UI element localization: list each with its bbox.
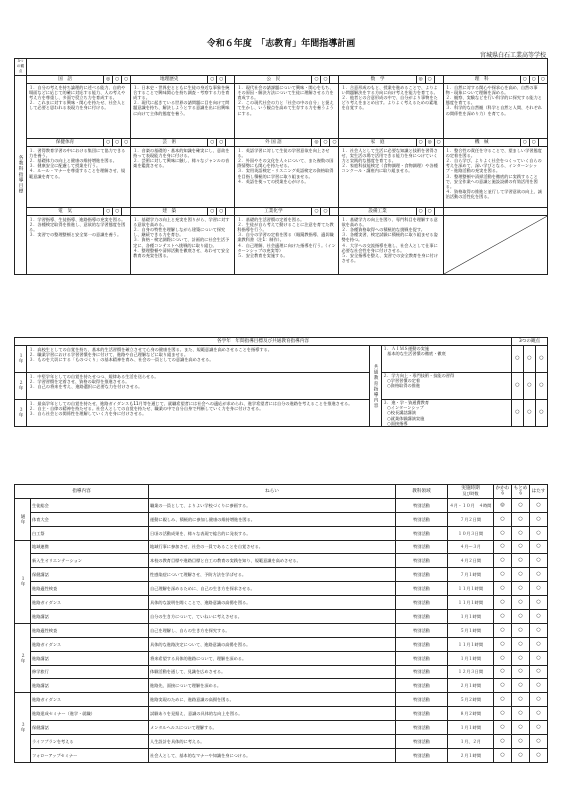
viewpoint-mark: ○	[529, 138, 538, 146]
event-content: 進路ガイダンス	[31, 637, 149, 651]
viewpoint-mark: ○	[523, 400, 535, 427]
viewpoint-mark: ○	[494, 721, 512, 735]
event-area: 特別活動	[396, 679, 448, 693]
grade-label: １年	[15, 346, 27, 373]
viewpoint-mark: ○	[530, 512, 548, 526]
viewpoint-mark	[122, 207, 131, 215]
event-content: 修学旅行	[31, 665, 149, 679]
subject-goal-text: １．現代社会の諸課題について興味・関心をもち、その原因・解決方法について生徒に理解させる力を育成する。 ２．この現代社会の力と「社会の中の自分」と捉えて生かし、いう観点を高めて生存する力を養うようにする。	[235, 83, 339, 138]
event-time: ４月２日間	[448, 554, 494, 568]
viewpoint-mark: ○	[512, 693, 530, 707]
subject-name: 電 気	[27, 207, 104, 215]
viewpoint-mark: ○	[494, 735, 512, 749]
event-content: 進路ガイダンス	[31, 596, 149, 610]
event-area: 特別活動	[396, 512, 448, 526]
viewpoint-mark: ○	[434, 138, 443, 146]
subject-goal-text: １．合意形成のもと、授業を進めることで、よりよい問題解決をする方向に向け考えを能力を育てる。 ２．他者との合意形成の中で、自分がより事物をたどり考えをまとめ出す。よりよく考えるための素地を自覚する。	[339, 83, 443, 138]
event-time: １１月１時間	[448, 596, 494, 610]
event-group-label: ３年	[15, 693, 31, 762]
grade-goals-table	[14, 337, 548, 427]
event-area: 特別活動	[396, 582, 448, 596]
grade-label: ２年	[15, 373, 27, 400]
viewpoint-label: 3つの観点	[15, 59, 27, 76]
events-header-time	[448, 485, 494, 499]
subject-goal-text: １．英語学習に対して生徒の学習意欲を向上させる。 ２．外国やその文化を人々について、また複数の国際情勢にも関心を持たせる。 ３．実用英語検定・リスニング英語検定の資格取得を目指し積極的に学習に取り組ませる。 ４．英語を使っての授業を心がける。	[235, 146, 339, 207]
event-area: 特別活動	[396, 651, 448, 665]
event-time: ７月２日間	[448, 512, 494, 526]
event-aim: 体験活動を通して、見識を広めさせる。	[149, 665, 396, 679]
event-group-label: 通年	[15, 498, 31, 540]
event-content: 進路達成セミナー（進学・就職）	[31, 707, 149, 721]
subject-goal-text: １．整合性の責任を守ることで、望ましい学習態度の定着を図る。 ２．自ら学び、よりよく社会をつくっていく自らの考えを深めて、深い学びとなる、インターンシップ・進路活動の充実を図る。 ３．整理整頓や清掃活動を徹底的に実践することで、安全作業への意識と施設設備の有効活用を図る。 ４．資格取得の推進と並行して学習意欲の向上、誠治活動の活性化を図る。	[443, 146, 547, 207]
viewpoint-mark: ○	[530, 651, 548, 665]
event-content: 進路講話	[31, 679, 149, 693]
event-aim: 性感染症について理解させ、予防方法を学ばせる。	[149, 568, 396, 582]
events-header-time-sub: 及び時数	[462, 490, 479, 496]
viewpoint-mark: ○	[425, 75, 434, 83]
viewpoint-mark: ○	[530, 582, 548, 596]
viewpoint-mark: ○	[530, 568, 548, 582]
event-aim: 自分の生き方について、ていねいに考えさせる。	[149, 610, 396, 624]
event-time: ４月～３月	[448, 540, 494, 554]
viewpoint-mark: ◎	[416, 75, 425, 83]
event-content: 進路ガイダンス	[31, 693, 149, 707]
grade-goal-text: １．中堅学年としての自覚を持たせつつ、規律ある生活を送らせる。 ２．学習習慣を定着させ、資格の取得を推進させる。 ３．自己の将来を考え、進路選択に必要な力を付けさせる。	[27, 373, 370, 400]
event-area: 特別活動	[396, 693, 448, 707]
subject-name: 工業化学	[235, 207, 312, 215]
event-area: 特別活動	[396, 540, 448, 554]
event-content: 新入生オリエンテーション	[31, 554, 149, 568]
viewpoint-mark: ○	[494, 512, 512, 526]
viewpoint-mark	[434, 75, 443, 83]
viewpoint-mark: ○	[530, 665, 548, 679]
event-content: 進路講話	[31, 610, 149, 624]
event-content: 白工祭	[31, 526, 149, 540]
viewpoint-mark: ○	[208, 138, 217, 146]
diagonal-line	[444, 216, 547, 274]
event-aim: 自己理解を深めるために、自己の生き方を探求させる。	[149, 582, 396, 596]
event-content: ライフプランを考える	[31, 735, 149, 749]
subject-name: 理 科	[443, 75, 520, 83]
events-header-motomeru: もとめる	[512, 485, 530, 499]
event-aim: 日頃の活動成果を、様々な表現で総合的に発表する。	[149, 526, 396, 540]
subject-goal-text: １．社会人として生活に必要な知識と技術を習得させ、実生活の場で活用できる能力を身につけていく力と実践的な態度を育てる。 ２．家庭科技能検定（食物調理・食物調理）や各種コンクール・講座内に取り組ませる。	[339, 146, 443, 207]
event-area: 特別活動	[396, 707, 448, 721]
viewpoint-mark: ○	[494, 707, 512, 721]
viewpoint-mark: ○	[523, 346, 535, 373]
subject-name: 外 国 語	[235, 138, 312, 146]
viewpoint-mark: ○	[494, 637, 512, 651]
event-time: １月、２月	[448, 735, 494, 749]
grade-goal-text: １．高校生としての自覚を持ち、基本的生活習慣を確立させて心身の健康を図る。また、規範意識を高めさせることを指導する。 ２．職業学習における学習習慣を身に付けて、進路や自己理解などに取り組ませる。 ３．ものを大切にする「ものづくり」の基本精神を育み、社会の一員としての意識を高めさせる。	[27, 346, 370, 373]
viewpoint-mark: ○	[530, 637, 548, 651]
event-aim: 将来希望する具体的進路について、理解を深める。	[149, 651, 396, 665]
viewpoint-mark: ○	[312, 75, 321, 83]
event-area: 特別活動	[396, 721, 448, 735]
viewpoint-mark: ○	[494, 610, 512, 624]
subject-name: 数 学	[339, 75, 416, 83]
subject-name: 家 庭	[339, 138, 416, 146]
viewpoint-mark: ○	[494, 596, 512, 610]
events-header-area: 教科領域	[396, 485, 448, 499]
viewpoint-mark: ○	[512, 748, 530, 762]
viewpoint-mark: ○	[512, 554, 530, 568]
event-content: 地域連携	[31, 540, 149, 554]
common-label: 共通教育指導内容	[369, 346, 381, 427]
viewpoint-mark: ○	[330, 138, 339, 146]
event-area: 特別活動	[396, 526, 448, 540]
events-header-kakawaru: かかわる	[494, 485, 512, 499]
event-area: 特別活動	[396, 665, 448, 679]
event-content: 進路講話	[31, 651, 149, 665]
viewpoint-mark: ◎	[425, 138, 434, 146]
subject-goal-text: １．基礎学力の向上と充実を図りがら、学習に対する意欲を高める。 ２．自身の特性を理解しながら建築について探究し、継続できる力を育む。 ３．資格・検定調際について、計画的に社会生活予定に、各種コンテストへ挑戦的に取り組む。 ４．整理整頓や清掃活動を徹底させ、あわせて安全教育の充実を図る。	[131, 215, 235, 274]
viewpoint-mark: ○	[535, 346, 547, 373]
viewpoint-mark: ○	[529, 75, 538, 83]
viewpoint-mark: ○	[512, 512, 530, 526]
viewpoint-mark: ◎	[494, 498, 512, 512]
subject-name: 公 民	[235, 75, 312, 83]
subject-name: 設備工業	[339, 207, 416, 215]
subject-name: 保健体育	[27, 138, 104, 146]
viewpoint-mark: ○	[530, 526, 548, 540]
event-time: １月１時間	[448, 610, 494, 624]
events-header-time-label: 実施時期	[461, 485, 480, 491]
viewpoint-mark: ○	[512, 679, 530, 693]
viewpoint-mark: ◎	[104, 75, 113, 83]
viewpoint-mark: ○	[523, 373, 535, 400]
event-content: 進路適性検査	[31, 582, 149, 596]
viewpoint-mark: ○	[494, 540, 512, 554]
subject-name: 国 語	[27, 75, 104, 83]
viewpoint-mark: ○	[530, 679, 548, 693]
viewpoint-mark: ○	[494, 623, 512, 637]
event-aim: 人生設計を具体的に考える。	[149, 735, 396, 749]
viewpoint-mark: ○	[321, 138, 330, 146]
event-group-label: ２年	[15, 623, 31, 692]
event-aim: 進路実現のために、進路意識の高揚を図る。	[149, 693, 396, 707]
viewpoint-mark: ○	[530, 498, 548, 512]
subject-goal-text: １．基礎的生活習慣の定着を図る。 ２．生徒が自ら考えて動けることに注意を育てた教科指導を行う。 ３．自分の学習の定着を図る（眼鏡教指導、適切職業教科書（注1：制作）。 ４．自己理解、社会適理に向けた指導を行う。（インターンシップの充実等） ５．安全教育を実施する。	[235, 215, 339, 274]
viewpoint-mark: ○	[494, 568, 512, 582]
events-header-content: 指導内容	[15, 485, 149, 499]
viewpoint-mark: ○	[425, 207, 434, 215]
viewpoint-mark: ○	[312, 207, 321, 215]
school-name: 宮城県白石工業高等学校	[479, 52, 546, 59]
event-content: 保健講話	[31, 568, 149, 582]
event-content: 保健講話	[31, 721, 149, 735]
viewpoint-mark: ○	[512, 498, 530, 512]
document-page	[14, 36, 548, 782]
event-content: 進路適性検査	[31, 623, 149, 637]
viewpoint-mark: ○	[512, 707, 530, 721]
event-time: １１月１時間	[448, 637, 494, 651]
event-time: ４月・１０月 ４時間	[448, 498, 494, 512]
viewpoint-mark: ○	[512, 526, 530, 540]
event-area: 特別活動	[396, 596, 448, 610]
event-aim: 職業の一員として、よりよい学校づくりに参画する。	[149, 498, 396, 512]
event-time: ５月１時間	[448, 623, 494, 637]
viewpoint-mark: ○	[104, 207, 113, 215]
event-aim: 本校の教育目標や進路目標と白工の教育の実践を知り、規範意識を高めさせる。	[149, 554, 396, 568]
subject-goal-text: １．学習指導、生徒指導、進路指導の充実を図る。 ２．各種検定取得を推進し、意欲的な学習態度を図る。 ３．実習での整理整頓と安全第一の意識を養う。	[27, 215, 131, 274]
event-aim: 地域行事に参加させ、社会の一員であることを自覚させる。	[149, 540, 396, 554]
subject-name: 建 築	[131, 207, 208, 215]
viewpoint-mark: ○	[494, 693, 512, 707]
viewpoint-mark	[538, 138, 547, 146]
grade-goal-text: １．最高学年としての自覚を持たせ、進路ガイダンスも11月等を通じて、就職希望者には社会への適応が求められ、進学希望者には自分の進路を考えることを推進させる。 ２．自主・自律の精神を持たせる。社会人としての自覚を持たせ、職業の中で自分自身で判断していく力を身に付けさせる。 ３．自ら社会との関係性を理解していく力を身に付けさせる。	[27, 400, 370, 427]
events-header-hatasu: はたす	[530, 485, 548, 499]
events-header-aim: ねらい	[149, 485, 396, 499]
viewpoint-mark: ○	[511, 346, 523, 373]
viewpoint-mark: ○	[512, 596, 530, 610]
event-area: 特別活動	[396, 498, 448, 512]
viewpoint-mark: ○	[512, 637, 530, 651]
viewpoint-mark: ○	[208, 75, 217, 83]
viewpoint-mark: ○	[511, 373, 523, 400]
event-aim: 進路先、面接について理解を深める。	[149, 679, 396, 693]
event-time: ８月２時間	[448, 707, 494, 721]
viewpoint-mark: ○	[512, 665, 530, 679]
event-content: 体育大会	[31, 512, 149, 526]
viewpoint-mark: ○	[494, 748, 512, 762]
viewpoint-mark: ○	[530, 610, 548, 624]
event-aim: 運動に親しみ、積極的に参加し健康の維持増進を図る。	[149, 512, 396, 526]
viewpoint-mark	[226, 207, 235, 215]
event-time: １月１時間	[448, 651, 494, 665]
event-time: ２月１時間	[448, 679, 494, 693]
viewpoint-mark: ○	[321, 207, 330, 215]
viewpoint-mark	[226, 138, 235, 146]
subject-name: 地理歴史	[131, 75, 208, 83]
viewpoint-mark	[330, 207, 339, 215]
event-area: 特別活動	[396, 748, 448, 762]
viewpoint-mark: ○	[512, 582, 530, 596]
subject-goal-text: １．自分の考えを持ち論理的に述べる能力、自的や場面などに応じて的確に対応する能力、人の考えや考え方を尊重し、多面で役立ち力を育成する。 ２．これまに対する興味・関心を持たせ、社会人として必要と思われる表現力を身に付ける。	[27, 83, 131, 138]
grade-goals-viewpoint-header: 3つの観点	[511, 338, 547, 346]
viewpoint-mark: ○	[494, 679, 512, 693]
event-time: １０月３日間	[448, 526, 494, 540]
viewpoint-mark: ○	[494, 665, 512, 679]
viewpoint-mark: ○	[530, 707, 548, 721]
viewpoint-mark: ○	[538, 75, 547, 83]
viewpoint-mark: ○	[416, 207, 425, 215]
viewpoint-mark: ○	[512, 623, 530, 637]
subject-goal-text: １．習得教育学習の中における集団にて協力できる力を養う。 ２．基礎体力の向上と健康の維持増進を図る。 ３．健康安全に配慮して授業を行う。 ４．ルール・マナーを尊重することを理解させ、規範意識を育てる。	[27, 146, 131, 207]
viewpoint-mark	[434, 207, 443, 215]
viewpoint-mark: ○	[512, 610, 530, 624]
event-area: 特別活動	[396, 554, 448, 568]
viewpoint-mark: ○	[530, 693, 548, 707]
grade-label: ３年	[15, 400, 27, 427]
event-aim: 自己を理解し、自らの生き方を探究する。	[149, 623, 396, 637]
event-aim: 社会人として、基本的なマナーや知識を身につける。	[149, 748, 396, 762]
page-title: 令和６年度 「志教育」年間指導計画	[206, 39, 356, 49]
event-content: 生徒総会	[31, 498, 149, 512]
subjects-table	[14, 58, 548, 275]
viewpoint-mark: ○	[535, 400, 547, 427]
viewpoint-mark: ○	[208, 207, 217, 215]
viewpoint-mark: ○	[217, 75, 226, 83]
event-area: 特別活動	[396, 623, 448, 637]
subject-goal-text: １．自然に対する関心や探求心を高め、自然の事物・現象について理解を深める。 ２．観察、実験などを行い科学的に探究する能力と態度を育てる。 ３．科学的な自然観（科学と自然と人間、それぞれの関係性を深めり力）を育てる。	[443, 83, 547, 138]
viewpoint-mark: ○	[416, 138, 425, 146]
viewpoint-mark: ○	[122, 138, 131, 146]
event-area: 特別活動	[396, 735, 448, 749]
event-content: フォローアップセミナー	[31, 748, 149, 762]
viewpoint-mark: ○	[512, 651, 530, 665]
viewpoint-mark: ○	[530, 623, 548, 637]
event-time: １２月３日間	[448, 665, 494, 679]
event-time: １月１時間	[448, 721, 494, 735]
subject-goal-text: １．日本史・世界史とともに生徒の身近な事象を統合することで興味関心を持ち調査・考察する力を育成する。 ２．現代に起きている世界の諸問題に目を向けて問題意識を持ち、解決しようとする意識を出に出興味に向けて主体的態度を養う。	[131, 83, 235, 138]
event-aim: 具体的な説明を聞くことで、進路意識の高揚を図る。	[149, 596, 396, 610]
event-area: 特別活動	[396, 637, 448, 651]
viewpoint-mark: ○	[530, 721, 548, 735]
viewpoint-mark: ○	[512, 568, 530, 582]
goal-label: 各教科指導目標	[15, 75, 27, 274]
events-table	[14, 484, 548, 763]
subject-goal-text: １．音楽の基礎的・基本的知識を確実にし、意欲を持って表現能力を身に付ける。 ２．芸術に対して興味に触し、様々なジャンルの音楽を鑑賞させる。	[131, 146, 235, 207]
viewpoint-mark: ○	[494, 526, 512, 540]
viewpoint-mark: ○	[512, 735, 530, 749]
event-time: ５月２時間	[448, 693, 494, 707]
empty-cell-diagonal	[443, 207, 547, 215]
viewpoint-spacer	[27, 59, 548, 76]
viewpoint-mark: ○	[494, 554, 512, 568]
viewpoint-mark	[330, 75, 339, 83]
viewpoint-mark: ○	[494, 582, 512, 596]
viewpoint-mark: ○	[494, 651, 512, 665]
subject-goal-text: １．基礎学力の向上を図り、専門科目を理解する意欲を高める。 ２．各種資格取得への積極的な挑戦を促す。 ３．各種実習、検定試験に積極的に取り組ませる姿勢を持つ。 ４．大学への交流指導を進し、社会人として仕事に必要な社会性を身に付けさせる。 ５．安全指導を整え、実習での安全教育を身に付けさせる。	[339, 215, 443, 274]
viewpoint-mark: ○	[113, 138, 122, 146]
event-aim: メンタルヘルスについて理解する。	[149, 721, 396, 735]
viewpoint-mark: ○	[520, 138, 529, 146]
viewpoint-mark: ○	[512, 721, 530, 735]
viewpoint-mark: ○	[113, 75, 122, 83]
viewpoint-mark: ◎	[312, 138, 321, 146]
viewpoint-mark: ○	[530, 735, 548, 749]
subject-name: 機 械	[443, 138, 520, 146]
viewpoint-mark: ○	[511, 400, 523, 427]
viewpoint-mark	[226, 75, 235, 83]
empty-cell-diagonal	[443, 215, 547, 274]
viewpoint-mark: ○	[104, 138, 113, 146]
viewpoint-mark: ○	[530, 540, 548, 554]
viewpoint-mark: ○	[217, 207, 226, 215]
viewpoint-mark: ○	[530, 554, 548, 568]
event-time: ２月１時間	[448, 748, 494, 762]
event-time: ７月１時間	[448, 568, 494, 582]
viewpoint-mark: ○	[321, 75, 330, 83]
viewpoint-mark: ○	[512, 540, 530, 554]
viewpoint-mark: ○	[113, 207, 122, 215]
viewpoint-mark: ○	[535, 373, 547, 400]
viewpoint-mark: ○	[530, 596, 548, 610]
subject-name: 芸 術	[131, 138, 208, 146]
event-area: 特別活動	[396, 568, 448, 582]
viewpoint-mark: ○	[530, 748, 548, 762]
viewpoint-mark: ○	[217, 138, 226, 146]
viewpoint-mark: ○	[122, 75, 131, 83]
viewpoint-mark: ○	[520, 75, 529, 83]
event-aim: 具体的な進路決定について、進路意識の高揚を図る。	[149, 637, 396, 651]
common-content: １．ＡＩＭＳ運動の実施 基本的な生活習慣の徹底・徹底	[381, 346, 511, 373]
grade-goals-header: 各学年 年間指導目標及び共通教育指導内容	[15, 338, 512, 346]
event-area: 特別活動	[396, 610, 448, 624]
common-content: ２．学力向上・専門技術・技能の習得 ○学習習慣の定着 ○資格取得の推進	[381, 373, 511, 400]
common-content: ３．進・学・資通費教育 ○インターンシップ ○校長講話講演 ○就業体験講演実施 ○面接指導	[381, 400, 511, 427]
event-aim: 試験ありを見据え、意識の具体的な向上を図る。	[149, 707, 396, 721]
event-group-label: １年	[15, 540, 31, 623]
event-time: １１月１時間	[448, 582, 494, 596]
